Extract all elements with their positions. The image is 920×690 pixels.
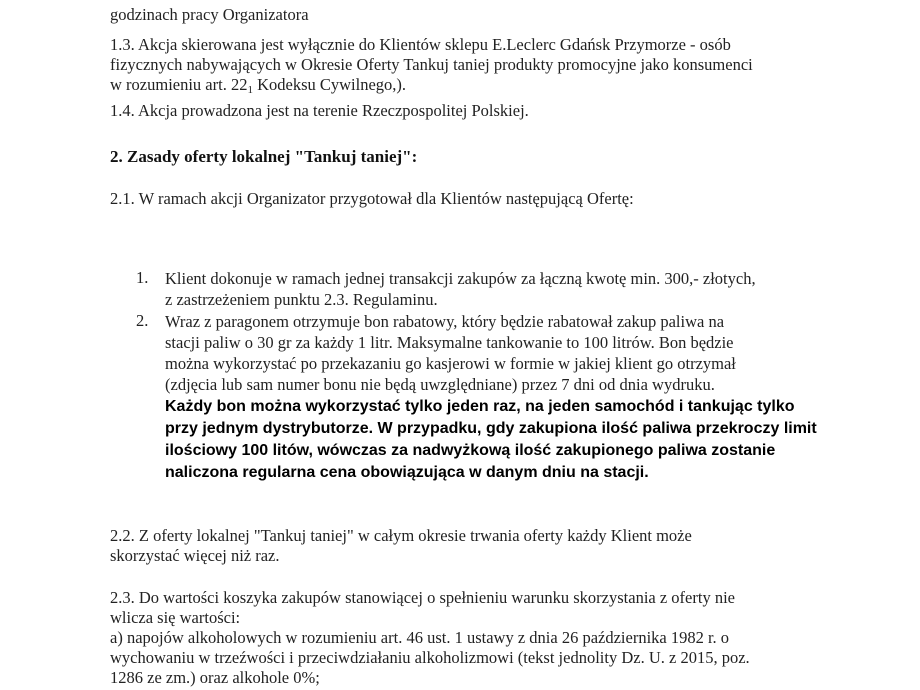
paragraph-2-3-line-2: wlicza się wartości: xyxy=(110,608,241,627)
paragraph-1-2-end: godzinach pracy Organizatora xyxy=(110,5,309,24)
list-item-2-number: 2. xyxy=(136,311,149,330)
paragraph-1-3-line-2: fizycznych nabywających w Okresie Oferty Tankuj taniej produkty promocyjne jako konsumenci xyxy=(110,55,753,74)
paragraph-1-3-subscript: 1 xyxy=(247,84,253,96)
list-item-2-bold-line-1: Każdy bon można wykorzystać tylko jeden raz, na jeden samochód i tankując tylko xyxy=(165,398,795,415)
list-item-1-line-2: z zastrzeżeniem punktu 2.3. Regulaminu. xyxy=(165,290,438,309)
list-item-2-line-2: stacji paliw o 30 gr za każdy 1 litr. Maksymalne tankowanie to 100 litrów. Bon będzie xyxy=(165,333,734,352)
paragraph-1-3-line-3 xyxy=(110,75,406,100)
paragraph-2-2-line-2: skorzystać więcej niż raz. xyxy=(110,546,280,565)
list-item-2-line-1: Wraz z paragonem otrzymuje bon rabatowy, który będzie rabatował zakup paliwa na xyxy=(165,312,725,331)
paragraph-1-3-article-ref: w rozumieniu art. 22 xyxy=(110,75,248,94)
list-item-2-bold-line-2: przy jednym dystrybutorze. W przypadku, gdy zakupiona ilość paliwa przekroczy limit xyxy=(165,420,817,437)
paragraph-2-1: 2.1. W ramach akcji Organizator przygotował dla Klientów następującą Ofertę: xyxy=(110,189,634,208)
list-item-2-line-3: można wykorzystać po przekazaniu go kasjerowi w formie w jakiej klient go otrzymał xyxy=(165,354,736,373)
paragraph-1-3-code-ref: Kodeksu Cywilnego,). xyxy=(252,75,407,94)
list-item-1-number: 1. xyxy=(136,268,149,287)
list-item-2-line-4: (zdjęcia lub sam numer bonu nie będą uwzględniane) przez 7 dni od dnia wydruku. xyxy=(165,375,715,394)
list-item-2-bold-line-4: naliczona regularna cena obowiązująca w danym dniu na stacji. xyxy=(165,464,649,481)
paragraph-1-3-line-1: 1.3. Akcja skierowana jest wyłącznie do Klientów sklepu E.Leclerc Gdańsk Przymorze - osób xyxy=(110,35,731,54)
paragraph-2-3-line-5: 1286 ze zm.) oraz alkohole 0%; xyxy=(110,668,320,687)
paragraph-2-3-line-3: a) napojów alkoholowych w rozumieniu art. 46 ust. 1 ustawy z dnia 26 października 1982 r. o xyxy=(110,628,730,647)
list-item-2-bold-line-3: ilościowy 100 litów, wówczas za nadwyżkową ilość zakupionego paliwa zostanie xyxy=(165,442,776,459)
paragraph-1-4: 1.4. Akcja prowadzona jest na terenie Rzeczpospolitej Polskiej. xyxy=(110,101,529,120)
paragraph-2-2-line-1: 2.2. Z oferty lokalnej "Tankuj taniej" w całym okresie trwania oferty każdy Klient może xyxy=(110,526,692,545)
paragraph-2-3-line-1: 2.3. Do wartości koszyka zakupów stanowiącej o spełnieniu warunku skorzystania z oferty nie xyxy=(110,588,735,607)
section-2-heading: 2. Zasady oferty lokalnej "Tankuj taniej": xyxy=(110,147,418,166)
list-item-1-line-1: Klient dokonuje w ramach jednej transakcji zakupów za łączną kwotę min. 300,- złotych, xyxy=(165,269,756,288)
paragraph-2-3-line-4: wychowaniu w trzeźwości i przeciwdziałaniu alkoholizmowi (tekst jednolity Dz. U. z 2015, poz. xyxy=(110,648,750,667)
